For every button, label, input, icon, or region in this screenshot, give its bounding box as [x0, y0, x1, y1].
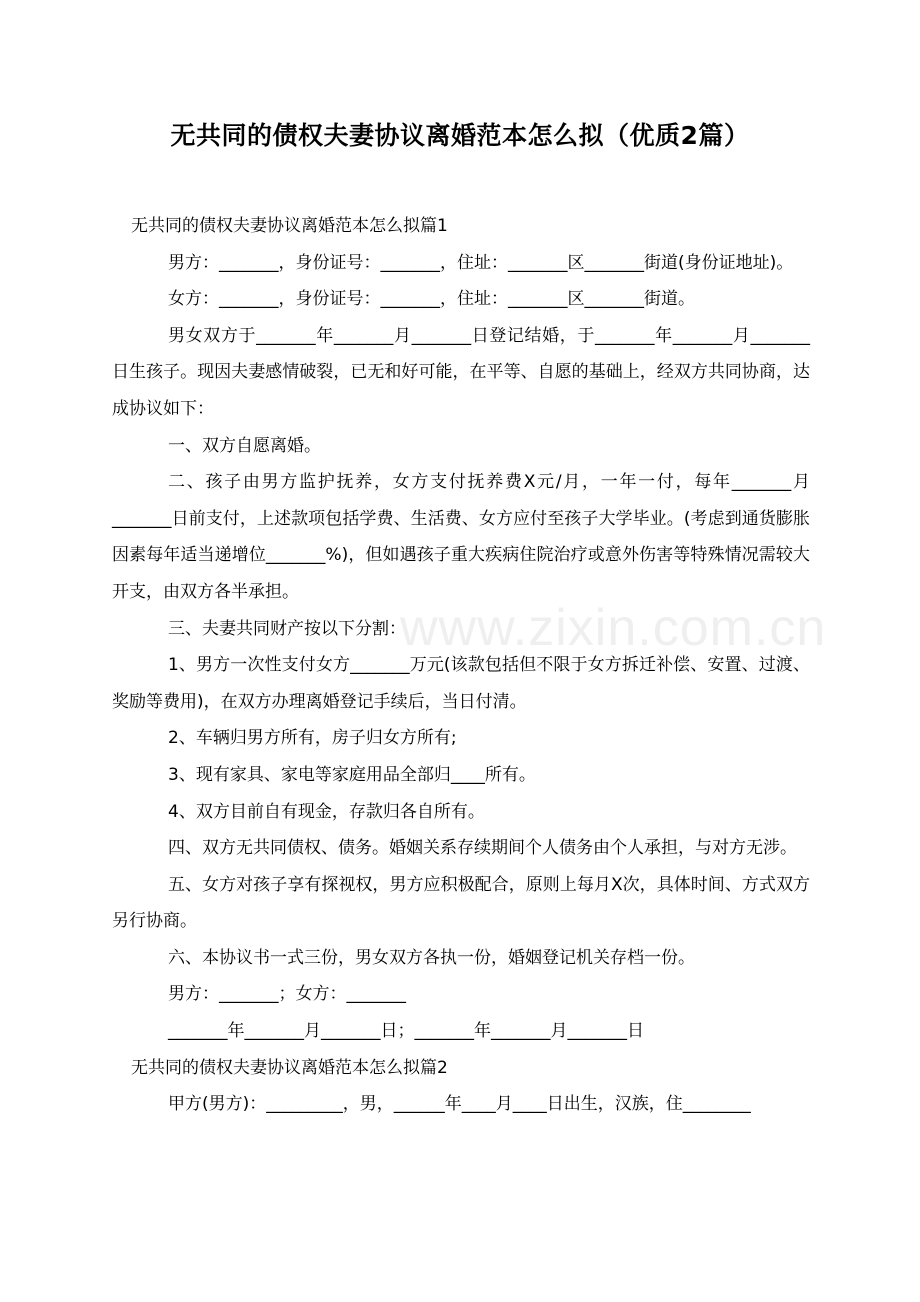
paragraph-marriage-facts: 男女双方于_______年_______月_______日登记结婚，于_______年_______月_______日生孩子。现因夫妻感情破裂，已无和好可能，在平等、自愿的基础上，经双方共同协商，达成协议如下： — [112, 325, 810, 419]
clause-3-item-1: 1、男方一次性支付女方_______万元(该款包括但不限于女方拆迁补偿、安置、过渡、奖励等费用)，在双方办理离婚登记手续后，当日付清。 — [112, 655, 810, 712]
document-body — [112, 208, 810, 1123]
clause-3-item-4: 4、双方目前自有现金，存款归各自所有。 — [168, 801, 485, 822]
section-heading-1: 无共同的债权夫妻协议离婚范本怎么拟篇1 — [131, 216, 448, 236]
paragraph-female-party: 女方：_______，身份证号：_______，住址：_______区_______街道。 — [168, 289, 695, 310]
date-line: _______年_______月_______日；_______年_______月_______日 — [168, 1021, 644, 1042]
clause-4: 四、双方无共同债权、债务。婚姻关系存续期间个人债务由个人承担，与对方无涉。 — [168, 838, 797, 859]
paragraph-party-a: 甲方(男方)：_________，男，______年____月____日出生，汉族，住________ — [168, 1094, 751, 1115]
paragraph-male-party: 男方：_______，身份证号：_______，住址：_______区_______街道(身份证地址)。 — [168, 252, 794, 273]
clause-3: 三、夫妻共同财产按以下分割： — [168, 618, 406, 639]
clause-3-item-3: 3、现有家具、家电等家庭用品全部归____所有。 — [168, 764, 536, 785]
clause-1: 一、双方自愿离婚。 — [168, 435, 321, 456]
clause-3-item-2: 2、车辆归男方所有，房子归女方所有; — [168, 728, 457, 749]
clause-6: 六、本协议书一式三份，男女双方各执一份，婚姻登记机关存档一份。 — [168, 947, 695, 968]
clause-2: 二、孩子由男方监护抚养，女方支付抚养费X元/月，一年一付，每年_______月_______日前支付，上述款项包括学费、生活费、女方应付至孩子大学毕业。(考虑到通货膨胀因素每年适当递增位_______%)，但如遇孩子重大疾病住院治疗或意外伤害等特殊情况需较大开支，由双方各半承担。 — [112, 472, 810, 602]
watermark: www.zixin.com.cn — [400, 599, 827, 657]
section-heading-2: 无共同的债权夫妻协议离婚范本怎么拟篇2 — [131, 1057, 448, 1078]
document-title: 无共同的债权夫妻协议离婚范本怎么拟（优质2篇） — [170, 121, 750, 150]
signature-line: 男方：_______；女方：_______ — [168, 984, 406, 1005]
clause-5: 五、女方对孩子享有探视权，男方应积极配合，原则上每月X次，具体时间、方式双方另行协商。 — [112, 874, 810, 932]
